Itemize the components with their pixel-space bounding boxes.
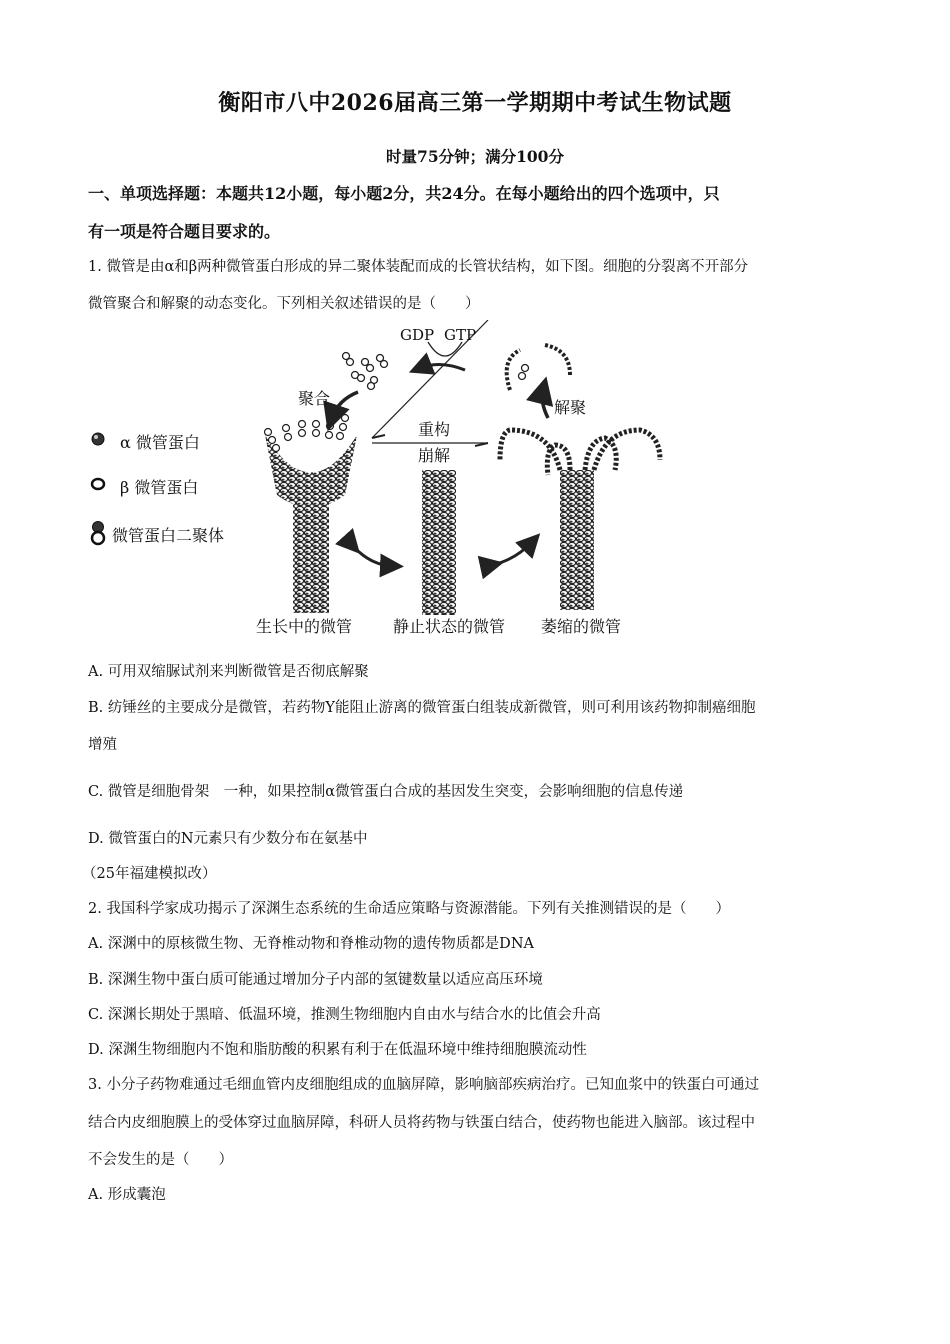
q2-option-a: A. 深渊中的原核微生物、无脊椎动物和脊椎动物的遗传物质都是DNA — [88, 936, 534, 952]
section-heading-line-1: 一、单项选择题：本题共12小题，每小题2分，共24分。在每小题给出的四个选项中，只 — [88, 184, 720, 203]
q3-option-a: A. 形成囊泡 — [88, 1187, 166, 1203]
q3-stem-line-3: 不会发生的是（ ） — [88, 1152, 233, 1168]
section-heading-line-2: 有一项是符合题目要求的。 — [88, 222, 281, 241]
legend-tubulin-dimer — [112, 523, 224, 546]
q1-option-a: A. 可用双缩脲试剂来判断微管是否彻底解聚 — [88, 664, 369, 680]
q1-stem-line-1: 1. 微管是由α和β两种微管蛋白形成的异二聚体装配而成的长管状结构，如下图。细胞的分裂离不开部分 — [88, 259, 749, 275]
exam-time-score: 时量75分钟；满分100分 — [386, 147, 564, 166]
q1-option-d: D. 微管蛋白的N元素只有少数分布在氨基中 — [88, 831, 368, 847]
gdp-label: GDP — [400, 326, 435, 344]
caption-shrinking: 萎缩的微管 — [541, 617, 622, 636]
q2-option-b: B. 深渊生物中蛋白质可能通过增加分子内部的氢键数量以适应高压环境 — [88, 972, 543, 988]
gtp-label: GTP — [444, 326, 477, 344]
rebuild-label: 重构 — [418, 420, 451, 439]
q2-stem: 2. 我国科学家成功揭示了深渊生态系统的生命适应策略与资源潜能。下列有关推测错误的是（ ） — [88, 901, 730, 917]
collapse-label: 崩解 — [418, 446, 451, 465]
polymerize-label: 聚合 — [298, 389, 331, 408]
microtubule-figure — [80, 320, 680, 640]
legend-beta-tubulin — [120, 475, 198, 498]
beta-tubulin-label: β 微管蛋白 — [120, 478, 199, 497]
depolymerize-label: 解聚 — [554, 398, 587, 417]
q1-option-c: C. 微管是细胞骨架 一种，如果控制α微管蛋白合成的基因发生突变，会影响细胞的信息传递 — [88, 784, 684, 800]
q1-stem-line-2: 微管聚合和解聚的动态变化。下列相关叙述错误的是（ ） — [88, 296, 480, 312]
tubulin-dimer-label: 微管蛋白二聚体 — [112, 526, 225, 545]
page-title: 衡阳市八中2026届高三第一学期期中考试生物试题 — [218, 90, 732, 116]
caption-growing: 生长中的微管 — [256, 617, 353, 636]
legend-alpha-tubulin — [120, 430, 200, 453]
caption-static: 静止状态的微管 — [393, 617, 506, 636]
q1-option-b-cont: 增殖 — [88, 737, 117, 753]
q3-stem-line-1: 3. 小分子药物难通过毛细血管内皮细胞组成的血脑屏障，影响脑部疾病治疗。已知血浆中的铁蛋白可通过 — [88, 1077, 759, 1093]
q1-option-b: B. 纺锤丝的主要成分是微管，若药物Y能阻止游离的微管蛋白组装成新微管，则可利用该药物抑制癌细胞 — [88, 700, 756, 716]
q1-source: （25年福建模拟改） — [82, 866, 217, 882]
q2-option-d: D. 深渊生物细胞内不饱和脂肪酸的积累有利于在低温环境中维持细胞膜流动性 — [88, 1042, 587, 1058]
q3-stem-line-2: 结合内皮细胞膜上的受体穿过血脑屏障，科研人员将药物与铁蛋白结合，使药物也能进入脑部。该过程中 — [88, 1115, 755, 1131]
q2-option-c: C. 深渊长期处于黑暗、低温环境，推测生物细胞内自由水与结合水的比值会升高 — [88, 1007, 601, 1023]
alpha-tubulin-label: α 微管蛋白 — [120, 433, 200, 452]
